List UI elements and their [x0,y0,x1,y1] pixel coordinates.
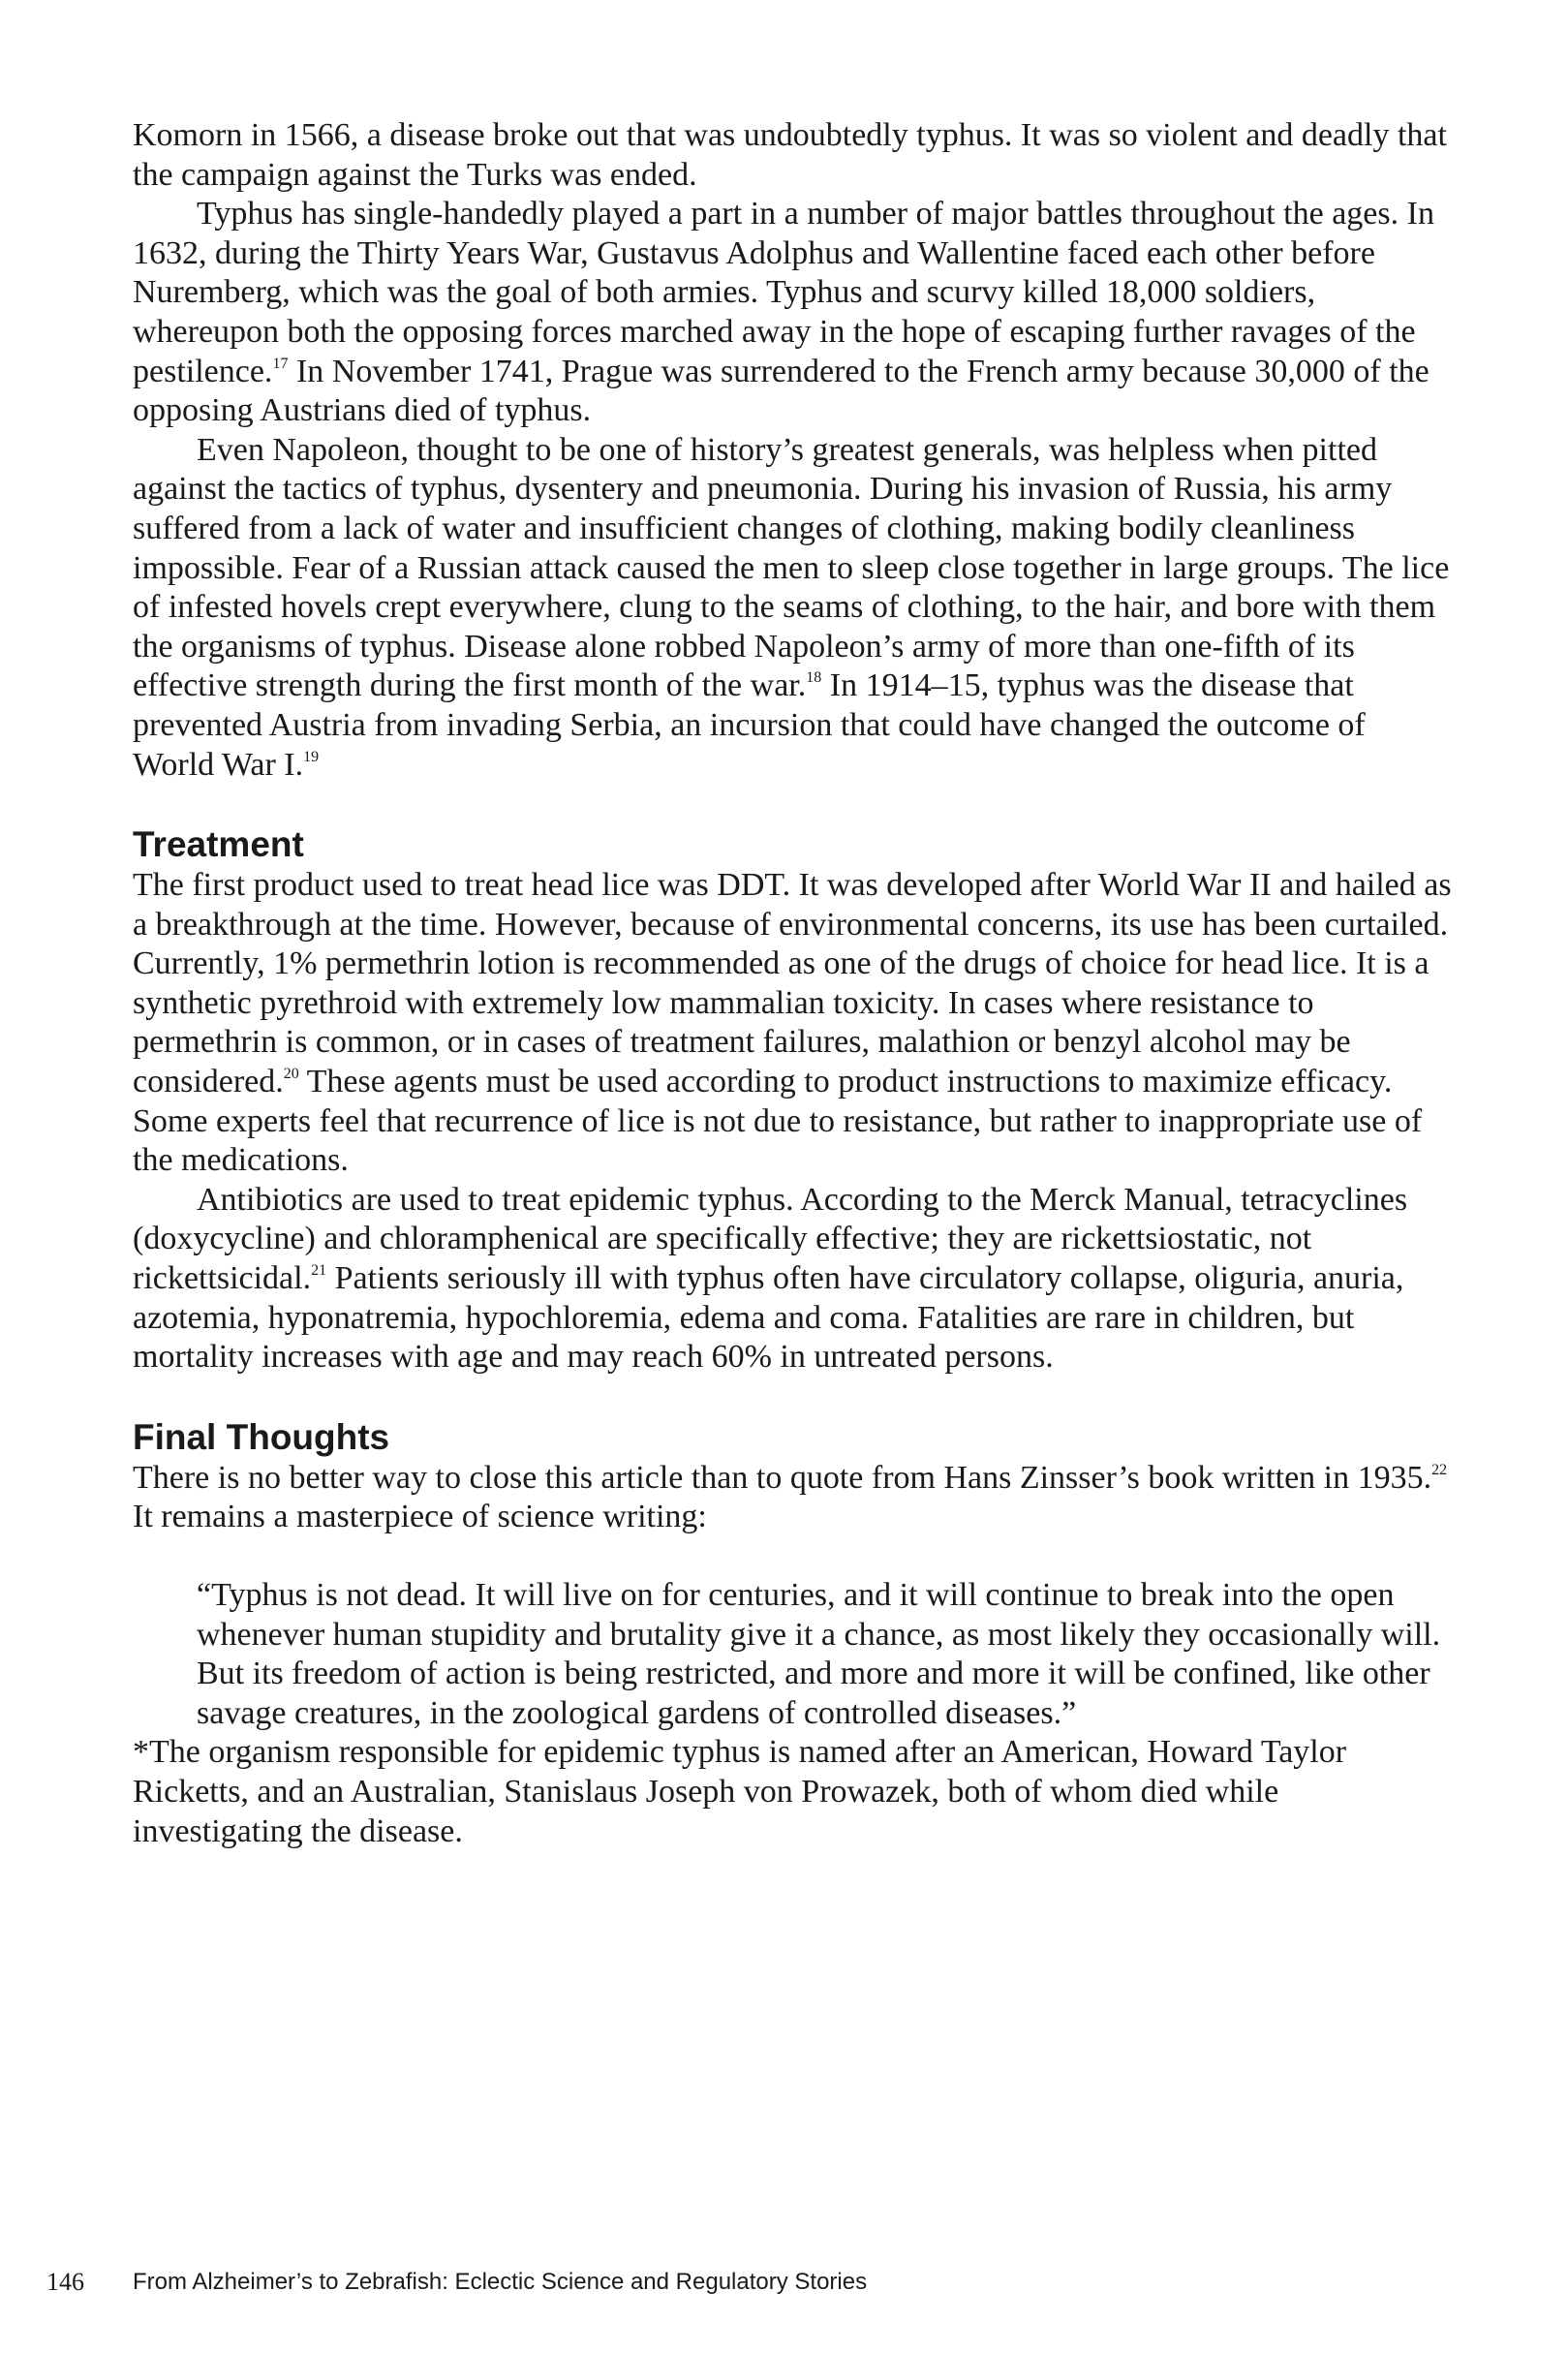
final-thoughts-heading: Final Thoughts [133,1416,390,1457]
treatment-paragraph-2-text-a: Antibiotics are used to treat epidemic typhus. According to the Merck Manual, tetracyclines (doxycycline) and chloramphenical are specifically effective; they are rickettsiostatic, not rickettsicidal. [133,1181,1408,1297]
reference-22: 22 [1431,1461,1448,1478]
book-title: From Alzheimer’s to Zebrafish: Eclectic Science and Regulatory Stories [133,2269,868,2295]
page-content [133,116,1452,1851]
treatment-paragraph-2 [133,1181,1452,1378]
reference-20: 20 [283,1066,299,1083]
treatment-paragraph-1 [133,866,1452,1181]
treatment-paragraph-1-text-a: The first product used to treat head lice was DDT. It was developed after World War II and hailed as a breakthrough at the time. However, because of environmental concerns, its use has been curtailed. Currently, 1% permethrin lotion is recommended as one of the drugs of choice for head lice. It is a synthetic pyrethroid with extremely low mammalian toxicity. In cases where resistance to permethrin is common, or in cases of treatment failures, malathion or benzyl alcohol may be considered. [133,867,1452,1100]
reference-18: 18 [806,669,822,687]
body-paragraph-3-text-b: In 1914–15, typhus was the disease that prevented Austria from invading Serbia, an incursion that could have changed the outcome of World War I. [133,667,1366,783]
body-paragraph-1: Komorn in 1566, a disease broke out that was undoubtedly typhus. It was so violent and deadly that the campaign against the Turks was ended. [133,117,1447,193]
reference-19: 19 [303,748,320,765]
final-thoughts-text-a: There is no better way to close this article than to quote from Hans Zinsser’s book written in 1935. [133,1459,1432,1496]
body-paragraph-3-text-a: Even Napoleon, thought to be one of history’s greatest generals, was helpless when pitted against the tactics of typhus, dysentery and pneumonia. During his invasion of Russia, his army suffered from a lack of water and insufficient changes of clothing, making bodily cleanliness impossible. Fear of a Russian attack caused the men to sleep close together in large groups. The lice of infested hovels crept everywhere, clung to the seams of clothing, to the hair, and bore with them the organisms of typhus. Disease alone robbed Napoleon’s army of more than one-fifth of its effective strength during the first month of the war. [133,431,1450,704]
page-footer [0,2263,1568,2302]
treatment-paragraph-2-text-b: Patients seriously ill with typhus often have circulatory collapse, oliguria, anuria, azotemia, hyponatremia, hypochloremia, edema and coma. Fatalities are rare in children, but mortality increases with age and may reach 60% in untreated persons. [133,1260,1404,1376]
treatment-heading: Treatment [133,824,304,865]
body-paragraph-3 [133,431,1452,785]
zinsser-quote: “Typhus is not dead. It will live on for centuries, and it will continue to break into the open whenever human stupidity and brutality give it a chance, as most likely they occasionally will. But its freedom of action is being restricted, and more and more it will be confined, like other savage creatures, in the zoological gardens of controlled diseases.” [197,1577,1441,1731]
page-number: 146 [46,2268,84,2296]
treatment-paragraph-1-text-b: These agents must be used according to product instructions to maximize efficacy. Some experts feel that recurrence of lice is not due to resistance, but rather to inappropriate use of the medications. [133,1064,1423,1179]
reference-21: 21 [311,1262,327,1280]
reference-17: 17 [272,355,289,372]
final-thoughts-text-b: It remains a masterpiece of science writing: [133,1499,707,1535]
body-paragraph-2 [133,195,1452,431]
footnote: *The organism responsible for epidemic typhus is named after an American, Howard Taylor Ricketts, and an Australian, Stanislaus Joseph von Prowazek, both of whom died while investigating the disease. [133,1734,1347,1849]
body-paragraph-2-text-b: In November 1741, Prague was surrendered to the French army because 30,000 of the opposing Austrians died of typhus. [133,353,1430,429]
final-thoughts-paragraph [133,1459,1452,1537]
body-paragraph-2-text-a: Typhus has single-handedly played a part in a number of major battles throughout the ages. In 1632, during the Thirty Years War, Gustavus Adolphus and Wallentine faced each other before Nuremberg, which was the goal of both armies. Typhus and scurvy killed 18,000 soldiers, whereupon both the opposing forces marched away in the hope of escaping further ravages of the pestilence. [133,196,1434,389]
